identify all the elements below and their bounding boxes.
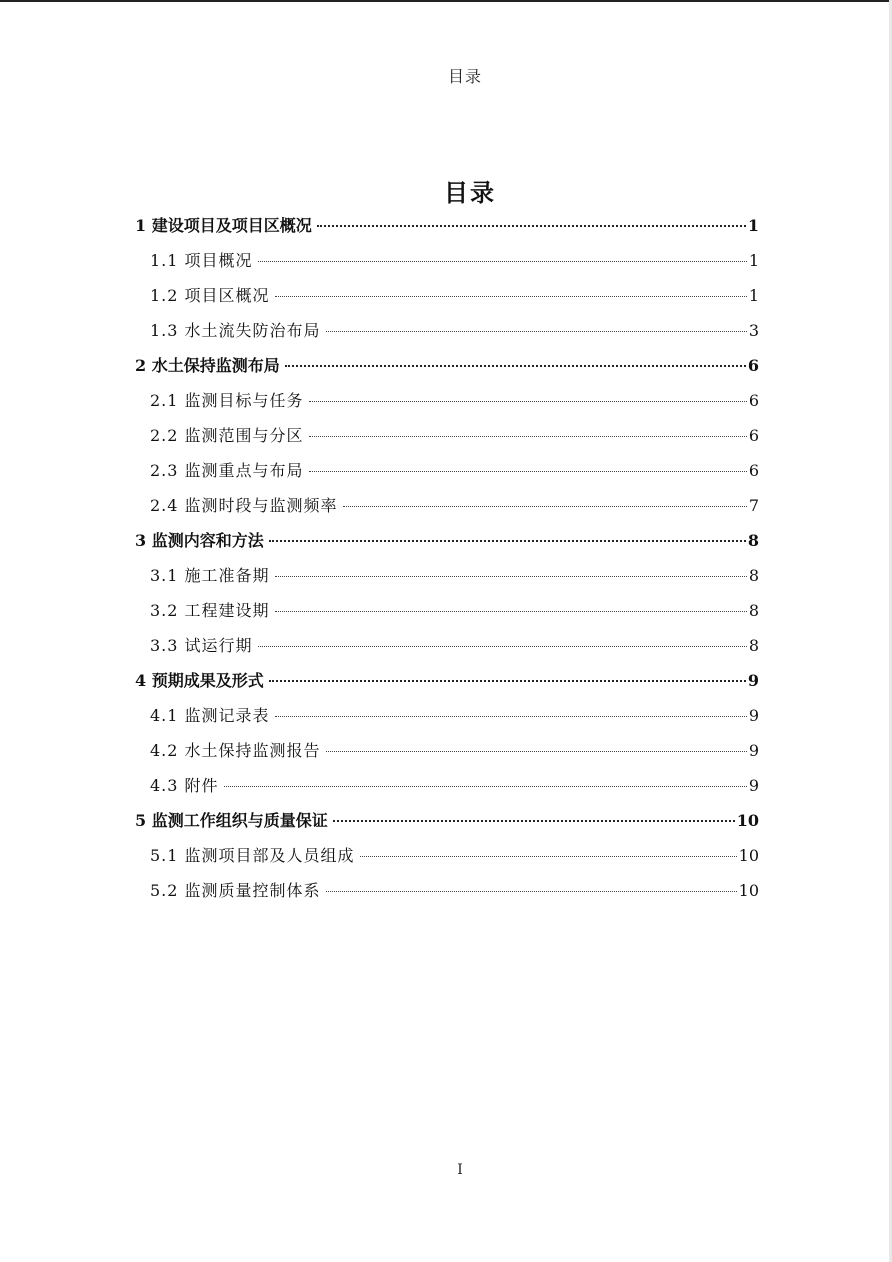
toc-dot-leader [269,539,746,542]
toc-dot-leader [309,400,747,402]
toc-entry-section-2-4[interactable] [135,491,759,526]
toc-entry-label: 1.3 水土流失防治布局 [150,321,321,340]
toc-entry-label: 5.1 监测项目部及人员组成 [150,846,355,865]
toc-dot-leader [258,260,747,262]
toc-entry-section-1-2[interactable] [135,281,759,316]
toc-dot-leader [343,505,747,507]
toc-dot-leader [275,715,747,717]
toc-entry-page: 8 [748,636,759,655]
toc-entry-page: 10 [738,881,759,900]
toc-entry-page: 1 [748,251,759,270]
toc-entry-page: 1 [748,286,759,305]
running-header: 目录 [447,67,482,86]
toc-entry-page: 10 [738,846,759,865]
toc-entry-chapter-4[interactable] [135,666,759,701]
toc-entry-chapter-1[interactable] [135,211,759,246]
toc-entry-label: 3.2 工程建设期 [150,601,270,620]
toc-entry-page: 1 [747,216,759,235]
toc-dot-leader [258,645,747,647]
toc-entry-chapter-3[interactable] [135,526,759,561]
toc-entry-section-3-2[interactable] [135,596,759,631]
toc-entry-page: 9 [748,776,759,795]
toc-dot-leader [275,575,747,577]
toc-entry-label: 2.4 监测时段与监测频率 [150,496,338,515]
toc-entry-label: 1 建设项目及项目区概况 [135,216,312,235]
toc-entry-page: 6 [748,461,759,480]
toc-entry-section-4-2[interactable] [135,736,759,771]
toc-entry-section-5-1[interactable] [135,841,759,876]
toc-entry-section-1-1[interactable] [135,246,759,281]
toc-entry-section-1-3[interactable] [135,316,759,351]
toc-entry-section-2-3[interactable] [135,456,759,491]
toc-entry-section-2-2[interactable] [135,421,759,456]
toc-entry-page: 6 [747,356,759,375]
toc-entry-section-5-2[interactable] [135,876,759,911]
toc-entry-label: 4.2 水土保持监测报告 [150,741,321,760]
toc-title: 目录 [444,178,496,207]
toc-entry-page: 6 [748,391,759,410]
toc-entry-label: 2 水土保持监测布局 [135,356,280,375]
toc-entry-label: 4.1 监测记录表 [150,706,270,725]
toc-entry-label: 2.1 监测目标与任务 [150,391,304,410]
toc-entry-chapter-5[interactable] [135,806,759,841]
toc-entry-section-4-1[interactable] [135,701,759,736]
toc-entry-label: 3.3 试运行期 [150,636,253,655]
toc-entry-label: 4.3 附件 [150,776,219,795]
toc-dot-leader [224,785,747,787]
toc-entry-section-2-1[interactable] [135,386,759,421]
toc-entry-label: 5 监测工作组织与质量保证 [135,811,328,830]
toc-dot-leader [309,470,747,472]
toc-entry-page: 9 [748,706,759,725]
toc-dot-leader [309,435,747,437]
toc-entry-page: 3 [748,321,759,340]
toc-entry-label: 3 监测内容和方法 [135,531,264,550]
table-of-contents [135,211,759,911]
toc-entry-chapter-2[interactable] [135,351,759,386]
toc-entry-page: 9 [748,741,759,760]
toc-entry-page: 6 [748,426,759,445]
toc-entry-section-3-3[interactable] [135,631,759,666]
toc-entry-section-4-3[interactable] [135,771,759,806]
toc-dot-leader [360,855,737,857]
toc-entry-label: 2.3 监测重点与布局 [150,461,304,480]
toc-dot-leader [326,330,747,332]
toc-dot-leader [285,364,746,367]
toc-entry-label: 5.2 监测质量控制体系 [150,881,321,900]
toc-dot-leader [275,295,747,297]
toc-entry-page: 8 [748,566,759,585]
toc-entry-label: 3.1 施工准备期 [150,566,270,585]
toc-entry-page: 8 [748,601,759,620]
toc-entry-label: 1.2 项目区概况 [150,286,270,305]
toc-dot-leader [326,890,737,892]
toc-dot-leader [317,224,746,227]
toc-entry-label: 2.2 监测范围与分区 [150,426,304,445]
toc-entry-page: 9 [747,671,759,690]
toc-entry-page: 10 [736,811,759,830]
toc-entry-label: 4 预期成果及形式 [135,671,264,690]
toc-dot-leader [326,750,747,752]
toc-dot-leader [269,679,746,682]
page-number: I [457,1162,463,1178]
toc-entry-label: 1.1 项目概况 [150,251,253,270]
toc-entry-page: 8 [747,531,759,550]
toc-entry-section-3-1[interactable] [135,561,759,596]
toc-dot-leader [275,610,747,612]
page-top-border [0,0,892,2]
toc-entry-page: 7 [748,496,759,515]
toc-dot-leader [333,819,735,822]
